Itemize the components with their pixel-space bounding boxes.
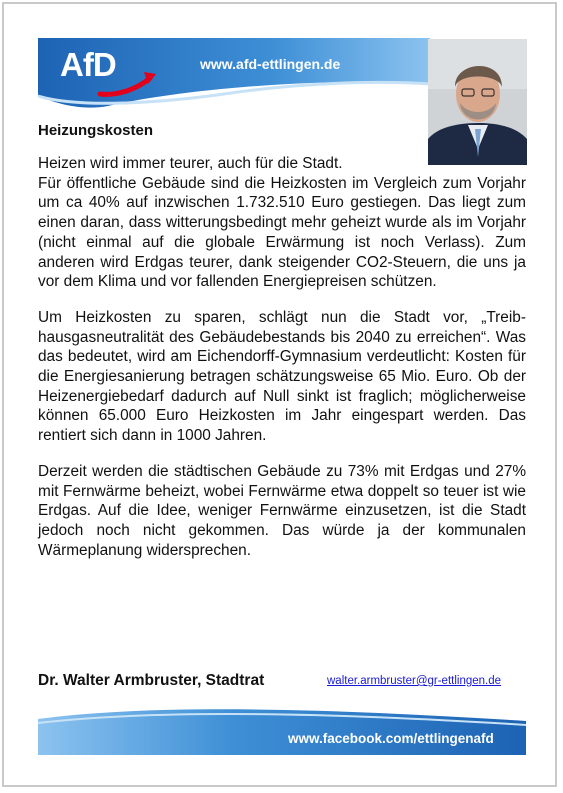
author-email-link[interactable]: walter.armbruster@gr-ettlingen.de [327, 675, 502, 687]
article-title: Heizungskosten [38, 122, 154, 139]
paragraph-1: Für öffentliche Gebäude sind die Heizkosten im Vergleich zum Vorjahr um ca 40% auf inzwischen 1.732.510 Euro gestiegen. Das liegt zum einen daran, dass witterungsbedingt mehr geheizt wurde als im Vorjahr (nicht einmal auf die globale Erwärmung ist noch Verlass). Zum anderen wird Erdgas teurer, dank steigender CO2-Steuern, die uns ja vor dem Klima und vor fallenden Energiepreisen schützen. [38, 174, 526, 291]
afd-logo: AfD [60, 46, 116, 83]
article-body [38, 154, 526, 576]
paragraph-2: Um Heizkosten zu sparen, schlägt nun die Stadt vor, „Treibhausgasneutralität des Gebäudebestands bis 2040 zu erreichen“. Was das bedeutet, wird am Eichendorff-Gymnasium verdeutlicht: Kosten für die Energiesanierung betragen schätzungsweise 65 Mio. Euro. Ob der Heizenergiebedarf dadurch auf Null sinkt ist fraglich; möglicherweise können 65.000 Euro Heizkosten im Jahr eingespart werden. Das rentiert sich dann in 1000 Jahren. [38, 308, 526, 445]
author-signature: Dr. Walter Armbruster, Stadtrat [38, 672, 265, 689]
paragraph-3: Derzeit werden die städtischen Gebäude zu 73% mit Erdgas und 27% mit Fernwärme beheizt, wobei Fernwärme etwa doppelt so teuer ist wie Erdgas. Auf die Idee, weniger Fernwärme einzusetzen, ist die Stadt jedoch noch nicht gekommen. Das würde ja der kommunalen Wärmeplanung widersprechen. [38, 462, 526, 559]
footer-facebook-link[interactable]: www.facebook.com/ettlingenafd [288, 731, 494, 746]
header-website-link[interactable]: www.afd-ettlingen.de [200, 56, 341, 72]
portrait-photo [428, 39, 527, 165]
paragraph-intro: Heizen wird immer teurer, auch für die Stadt. [38, 155, 343, 172]
